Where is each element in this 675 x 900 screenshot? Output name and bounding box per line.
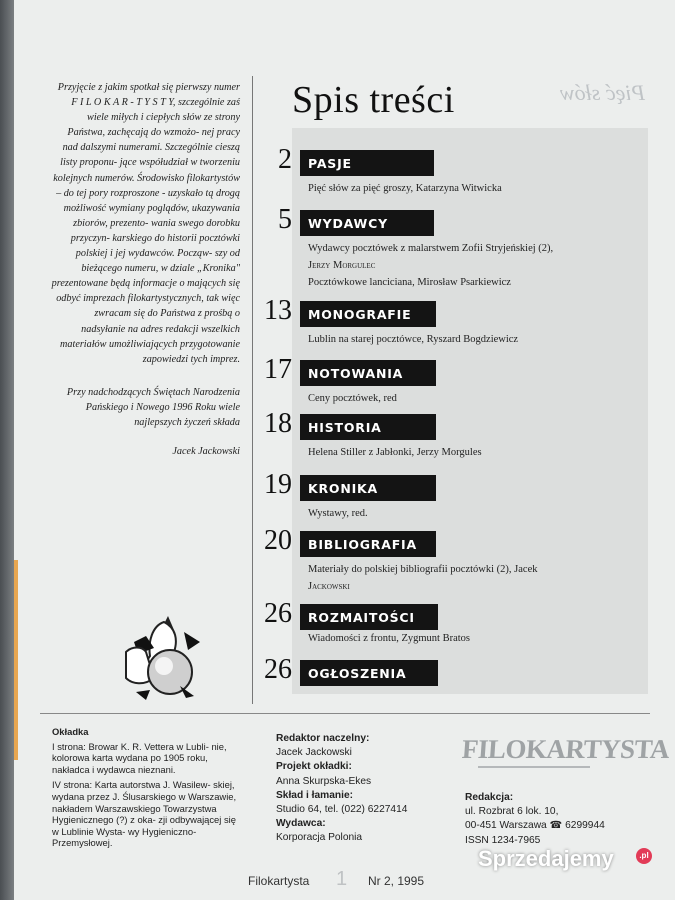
toc-page-number: 26 — [264, 598, 292, 629]
toc-article-line: Materiały do polskiej bibliografii pocztówki (2), Jacek — [308, 564, 538, 575]
toc-section-label: MONOGRAFIE — [300, 301, 436, 327]
toc-section-label: NOTOWANIA — [300, 360, 436, 386]
toc-article — [308, 390, 648, 407]
toc-article-line: Jackowski — [308, 581, 350, 592]
toc-page-number: 18 — [264, 408, 292, 439]
office-address-city — [465, 819, 655, 833]
footer-magazine-name: Filokartysta — [248, 874, 310, 888]
publisher-label: Wydawca: — [276, 818, 326, 830]
office-label: Redakcja: — [465, 792, 514, 803]
toc-article-line: Jerzy Morgulec — [308, 260, 376, 271]
editorial-office — [465, 791, 655, 848]
toc-section-label: WYDAWCY — [300, 210, 434, 236]
typesetting-studio: Studio 64, tel. (022) 6227414 — [276, 804, 408, 816]
page-edge — [0, 0, 14, 900]
toc-article-line: Wiadomości z frontu, Zygmunt Bratos — [308, 633, 471, 644]
cover-note-back: IV strona: Karta autorstwa J. Wasilew- skiej, wydana przez J. Ślusarskiego w Warszawie, nakładem Warszawskiego Towarzystwa Hygienicznego (?) z oka- zji odbywającej się w Lublinie Wysta- wy Hygieniczno-Przemysłowej. — [52, 779, 237, 849]
toc-article-line: Helena Stiller z Jabłonki, Jerzy Morgules — [308, 447, 482, 458]
cover-notes — [52, 726, 238, 853]
footer-page-number: 1 — [336, 868, 348, 890]
toc-article-line: Wydawcy pocztówek z malarstwem Zofii Stryjeńskiej (2), — [308, 243, 554, 254]
watermark-badge: .pl — [636, 848, 652, 864]
toc-section-label: HISTORIA — [300, 414, 436, 440]
toc-article-line: Ceny pocztówek, red — [308, 393, 397, 404]
logo-underline — [478, 766, 590, 768]
footer-issue: Nr 2, 1995 — [368, 874, 425, 888]
toc-section-label: BIBLIOGRAFIA — [300, 531, 436, 557]
bleed-through-text: Pięć słów — [560, 80, 645, 105]
toc-article-line: Wystawy, red. — [308, 508, 368, 519]
toc-article — [308, 180, 648, 197]
toc-article — [308, 630, 648, 647]
toc-section-label: ROZMAITOŚCI — [300, 604, 438, 630]
typesetting-label: Skład i łamanie: — [276, 789, 354, 801]
editor-label: Redaktor naczelny: — [276, 733, 370, 744]
editor-name: Jacek Jackowski — [276, 747, 352, 759]
toc-section-label: PASJE — [300, 150, 434, 176]
toc-section-label: OGŁOSZENIA — [300, 660, 438, 686]
toc-page-number: 5 — [278, 204, 292, 235]
cover-note-front: I strona: Browar K. R. Vettera w Lubli- nie, kolorowa karta wydana po 1905 roku, nakładca i wydawca nieznani. — [52, 740, 227, 775]
cover-designer: Anna Skurpska-Ekes — [276, 775, 372, 787]
toc-article — [308, 331, 648, 348]
toc-article — [308, 444, 648, 461]
toc-page-number: 19 — [264, 469, 292, 500]
editorial-credits — [276, 732, 426, 846]
intro-paragraph: Przyjęcie z jakim spotkał się pierwszy numer F I L O K A R - T Y S T Y, szczególnie zaś wiele miłych i ciepłych słów ze strony Państwa, zachęcają do wzmożo- nej pracy nad dalszymi numerami. Szczególnie cieszą listy proponu- jące współudział w tworzeniu kolejnych numerów. Środowisko filokartystów – do tej pory rozproszone - uzyskało tą drogą możliwość wymiany poglądów, ukazywania zbiorów, prezento- wania swego dorobku przyczyn- karskiego do historii pocztówki polskiej i jej wydawców. Począw- szy od bieżącego numeru, w dziale „Kronika" prezentowane będą informacje o mających się odbyć imprezach filokartystycznych, tak więc zwracam się do Państwa z prośbą o nadsyłanie na adres redakcji wszelkich materiałów umożliwiających przygotowanie zapowiedzi tych imprez. — [51, 82, 240, 365]
christmas-bells-icon — [124, 612, 204, 704]
toc-title: Spis treści — [292, 79, 455, 121]
toc-article — [308, 240, 648, 291]
toc-article — [308, 505, 648, 522]
toc-article-line: Pocztówkowe lanciciana, Mirosław Psarkiewicz — [308, 277, 511, 288]
holiday-greeting: Przy nadchodzących Świętach Narodzenia Pańskiego i Nowego 1996 Roku wiele najlepszych życzeń składa — [66, 386, 240, 428]
footer-divider — [40, 713, 650, 714]
toc-article — [308, 561, 648, 595]
editorial-intro — [50, 80, 240, 459]
toc-article-line: Lublin na starej pocztówce, Ryszard Bogdziewicz — [308, 334, 519, 345]
toc-section-label: KRONIKA — [300, 475, 436, 501]
sprzedajemy-watermark: Sprzedajemy — [478, 846, 614, 871]
issn: ISSN 1234-7965 — [465, 834, 541, 846]
toc-article-line: Pięć słów za pięć groszy, Katarzyna Witwicka — [308, 183, 502, 194]
publisher-name: Korporacja Polonia — [276, 832, 363, 844]
cover-design-label: Projekt okładki: — [276, 761, 352, 773]
toc-page-number: 20 — [264, 525, 292, 556]
phone-icon: ☎ — [549, 820, 563, 832]
cover-edge-strip — [14, 560, 18, 760]
toc-page-number: 26 — [264, 654, 292, 685]
office-address-street: ul. Rozbrat 6 lok. 10, — [465, 806, 559, 818]
office-city: 00-451 Warszawa — [465, 820, 547, 832]
toc-page-number: 17 — [264, 354, 292, 385]
office-phone: 6299944 — [565, 820, 605, 832]
toc-page-number: 2 — [278, 144, 292, 175]
editor-signature: Jacek Jackowski — [172, 446, 240, 458]
toc-page-number: 13 — [264, 295, 292, 326]
cover-notes-heading: Okładka — [52, 726, 89, 737]
filokartysta-logo: FILOKARTYSTA — [460, 734, 671, 764]
